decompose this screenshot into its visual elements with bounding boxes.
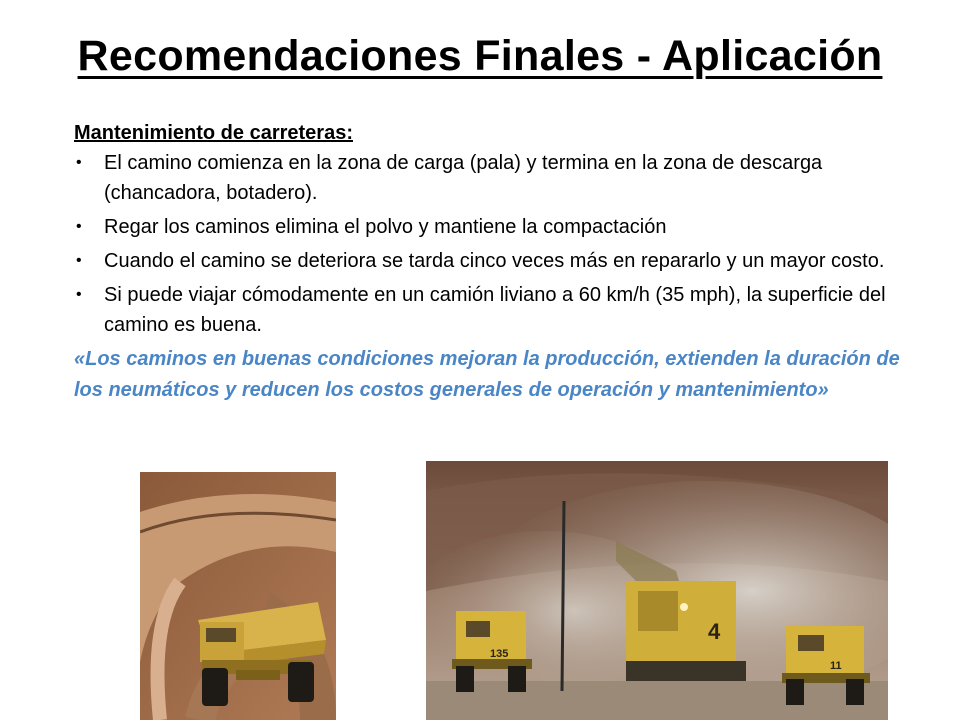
bullet-item — [74, 148, 904, 208]
bullet-list — [74, 148, 904, 340]
bullet-dot-icon: • — [76, 286, 82, 303]
section-subheading: Mantenimiento de carreteras: — [74, 122, 353, 144]
dusty-mine-photo — [426, 461, 888, 720]
bullet-dot-icon: • — [76, 218, 82, 235]
bullet-dot-icon: • — [76, 154, 82, 171]
bullet-text: Cuando el camino se deteriora se tarda cinco veces más en repararlo y un mayor costo. — [104, 250, 885, 272]
bullet-text: Si puede viajar cómodamente en un camión liviano a 60 km/h (35 mph), la superficie del camino es buena. — [104, 284, 886, 336]
bullet-dot-icon: • — [76, 252, 82, 269]
highlight-quote: «Los caminos en buenas condiciones mejoran la producción, extienden la duración de los neumáticos y reducen los costos generales de operación y mantenimiento» — [74, 348, 900, 401]
bullet-item — [74, 246, 904, 276]
bullet-text: El camino comienza en la zona de carga (pala) y termina en la zona de descarga (chancadora, botadero). — [104, 152, 823, 204]
truck-number-label: 4 — [708, 619, 721, 644]
bullet-item — [74, 280, 904, 340]
truck-number-label: 135 — [490, 648, 509, 660]
haul-truck-photo — [140, 472, 336, 720]
truck-number-label: 11 — [830, 660, 842, 672]
bullet-text: Regar los caminos elimina el polvo y mantiene la compactación — [104, 216, 667, 238]
slide-title: Recomendaciones Finales - Aplicación — [77, 32, 883, 80]
slide-body — [74, 118, 904, 406]
bullet-item — [74, 212, 904, 242]
